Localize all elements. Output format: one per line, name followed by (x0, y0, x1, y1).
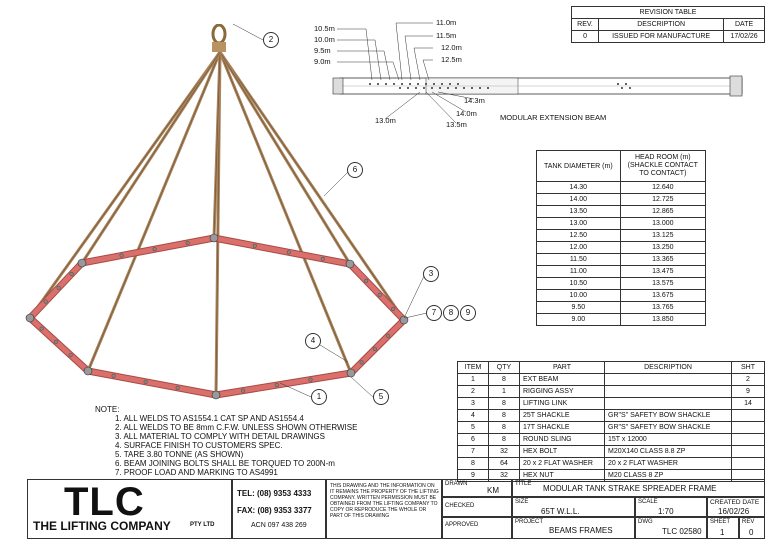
sling-edge (220, 52, 350, 264)
part-description-cell (605, 398, 732, 410)
tank-diameter-cell: 13.50 (537, 206, 621, 218)
ext-beam-face (30, 318, 88, 371)
ext-beam-face (30, 263, 82, 318)
item-header: ITEM (458, 362, 489, 374)
bolt-hole (423, 87, 425, 89)
corner-shackle (400, 316, 408, 324)
sling-edge (82, 52, 220, 263)
created-label: CREATED DATE (710, 499, 760, 506)
tank-diameter-cell: 11.50 (537, 254, 621, 266)
beam-joint (54, 340, 58, 344)
logo-cell (27, 479, 232, 539)
head-room-cell: 13.575 (620, 278, 705, 290)
callout-8: 8 (443, 305, 459, 321)
note-item: 6. BEAM JOINING BOLTS SHALL BE TORQUED TO 200N-m (115, 459, 335, 468)
callout-2: 2 (263, 32, 279, 48)
extension-beam-caption: MODULAR EXTENSION BEAM (500, 113, 607, 122)
part-cell: 20 x 2 FLAT WASHER (520, 458, 605, 470)
beam-joint (112, 374, 116, 378)
tank-diameter-cell: 12.00 (537, 242, 621, 254)
acn: ACN 097 438 269 (251, 522, 307, 529)
part-cell: LIFTING LINK (520, 398, 605, 410)
bolt-hole (455, 87, 457, 89)
part-cell: 17T SHACKLE (520, 422, 605, 434)
bolt-hole (457, 83, 459, 85)
size-cell (512, 497, 635, 517)
head-room-cell: 13.675 (620, 290, 705, 302)
bolt-hole (399, 87, 401, 89)
project-value: BEAMS FRAMES (549, 526, 613, 535)
title-value: MODULAR TANK STRAKE SPREADER FRAME (543, 484, 717, 493)
checked-cell (442, 497, 512, 517)
sht-cell: 14 (732, 398, 765, 410)
item-cell: 5 (458, 422, 489, 434)
company-pty: PTY LTD (190, 522, 215, 528)
qty-header: QTY (489, 362, 520, 374)
headroom-row (537, 302, 706, 314)
extension-label: 11.5m (436, 31, 457, 40)
parts-row (458, 386, 765, 398)
tlc-logo: TLC (64, 480, 145, 524)
ext-beam-face (216, 373, 351, 395)
beam-joint (253, 244, 257, 248)
headroom-row (537, 314, 706, 326)
callout-3: 3 (423, 266, 439, 282)
approved-cell (442, 517, 512, 539)
top-shackle-icon (206, 24, 232, 54)
bolt-hole (417, 83, 419, 85)
label-leader (414, 48, 433, 80)
callout-6: 6 (347, 162, 363, 178)
dwg-cell (635, 517, 707, 539)
note-item: 7. PROOF LOAD AND MARKING TO AS4991 (115, 468, 278, 477)
size-value: 65T W.L.L. (541, 507, 580, 516)
corner-shackle (347, 369, 355, 377)
item-cell: 1 (458, 374, 489, 386)
bolt-hole (449, 83, 451, 85)
bolt-hole (629, 87, 631, 89)
beam-joint (321, 257, 325, 261)
tank-diameter-cell: 13.00 (537, 218, 621, 230)
rev-cell: 0 (572, 31, 599, 43)
description-header: DESCRIPTION (599, 19, 724, 31)
note-item: 1. ALL WELDS TO AS1554.1 CAT SP AND AS1554.4 (115, 414, 304, 423)
beam-joint (360, 361, 364, 365)
extension-label: 9.0m (314, 57, 331, 66)
extension-label: 9.5m (314, 46, 331, 55)
parts-row (458, 446, 765, 458)
bolt-hole (439, 87, 441, 89)
part-description-cell: 20 x 2 FLAT WASHER (605, 458, 732, 470)
extension-label: 12.0m (441, 43, 462, 52)
label-leader (337, 40, 381, 80)
tank-diameter-cell: 14.30 (537, 182, 621, 194)
beam-joint (287, 251, 291, 255)
beam-joint (57, 286, 61, 290)
notes-block (95, 405, 357, 477)
drawn-value: KM (487, 486, 499, 495)
rev-header: REV. (572, 19, 599, 31)
contact-cell (232, 479, 326, 539)
tel: TEL: (08) 9353 4333 (237, 489, 312, 498)
bolt-hole (487, 87, 489, 89)
headroom-row (537, 182, 706, 194)
headroom-row (537, 206, 706, 218)
part-description-cell: GR"S" SAFETY BOW SHACKLE (605, 410, 732, 422)
revision-table (571, 6, 765, 43)
bolt-hole (471, 87, 473, 89)
qty-cell: 8 (489, 398, 520, 410)
bolt-hole (385, 83, 387, 85)
parts-row (458, 422, 765, 434)
ext-beam-face (351, 320, 404, 373)
head-room-cell: 13.250 (620, 242, 705, 254)
ext-beam-face (350, 264, 404, 320)
fax: FAX: (08) 9353 3377 (237, 506, 312, 515)
beam-joint (364, 279, 368, 283)
bolt-hole (407, 87, 409, 89)
label-leader (423, 60, 433, 80)
rev-value: 0 (749, 528, 754, 537)
qty-cell: 32 (489, 446, 520, 458)
date-header: DATE (724, 19, 765, 31)
end-plate (730, 76, 742, 96)
headroom-row (537, 218, 706, 230)
tank-diameter-cell: 9.00 (537, 314, 621, 326)
part-cell: HEX BOLT (520, 446, 605, 458)
part-cell: EXT BEAM (520, 374, 605, 386)
part-cell: ROUND SLING (520, 434, 605, 446)
size-label: SIZE (515, 499, 529, 505)
bolt-hole (409, 83, 411, 85)
callout-7: 7 (426, 305, 442, 321)
round-slings (30, 52, 404, 395)
head-room-cell: 13.765 (620, 302, 705, 314)
head-room-cell: 13.000 (620, 218, 705, 230)
extension-label: 13.5m (446, 120, 467, 129)
beam-joint (153, 247, 157, 251)
sht-cell (732, 458, 765, 470)
qty-cell: 8 (489, 422, 520, 434)
item-cell: 6 (458, 434, 489, 446)
head-room-cell: 12.725 (620, 194, 705, 206)
beam-joint (309, 378, 313, 382)
headroom-row (537, 290, 706, 302)
callout-5: 5 (373, 389, 389, 405)
scale-label: SCALE (638, 499, 658, 505)
tank-diameter-cell: 10.50 (537, 278, 621, 290)
bolt-hole (617, 83, 619, 85)
sht-cell (732, 446, 765, 458)
tank-diameter-header: TANK DIAMETER (m) (537, 151, 621, 182)
extension-label: 13.0m (375, 116, 396, 125)
sht-cell (732, 410, 765, 422)
leader-line (405, 313, 427, 318)
note-item: 3. ALL MATERIAL TO COMPLY WITH DETAIL DRAWINGS (115, 432, 325, 441)
drawn-cell (442, 479, 512, 497)
rev-cell-tb (739, 517, 765, 539)
title-label: TITLE (515, 481, 532, 487)
part-description-header: DESCRIPTION (605, 362, 732, 374)
bolt-hole (401, 83, 403, 85)
notes-title: NOTE: (95, 405, 120, 414)
beam-joint (241, 389, 245, 393)
sheet-label: SHEET (710, 519, 731, 525)
part-header: PART (520, 362, 605, 374)
corner-shackle (210, 234, 218, 242)
end-plate (333, 78, 343, 94)
qty-cell: 32 (489, 470, 520, 482)
leader-line (233, 24, 263, 40)
bolt-hole (621, 87, 623, 89)
title-cell (512, 479, 765, 497)
ext-beam-face (82, 238, 214, 263)
qty-cell: 8 (489, 434, 520, 446)
tank-diameter-cell: 14.00 (537, 194, 621, 206)
head-room-cell: 13.365 (620, 254, 705, 266)
extension-label: 12.5m (441, 55, 462, 64)
part-cell: HEX NUT (520, 470, 605, 482)
note-item: 2. ALL WELDS TO BE 8mm C.F.W. UNLESS SHOWN OTHERWISE (115, 423, 358, 432)
leader-line (404, 276, 424, 318)
extension-label: 10.0m (314, 35, 335, 44)
bolt-hole (369, 83, 371, 85)
corner-shackle (78, 259, 86, 267)
extension-label: 10.5m (314, 24, 335, 33)
bolt-hole (479, 87, 481, 89)
bolt-hole (425, 83, 427, 85)
sheet-value: 1 (720, 528, 725, 537)
bolt-hole (431, 87, 433, 89)
dwg-label: DWG (638, 519, 653, 525)
description-cell: ISSUED FOR MANUFACTURE (599, 31, 724, 43)
revision-table-title: REVISION TABLE (572, 7, 765, 19)
company-name: THE LIFTING COMPANY (33, 519, 171, 533)
head-room-cell: 12.865 (620, 206, 705, 218)
bolt-hole (393, 83, 395, 85)
headroom-row (537, 278, 706, 290)
scale-value: 1:70 (658, 507, 674, 516)
ext-beam-face (88, 371, 216, 395)
project-cell (512, 517, 635, 539)
label-leader (337, 62, 399, 80)
note-item: 5. TARE 3.80 TONNE (AS SHOWN) (115, 450, 244, 459)
head-room-cell: 12.640 (620, 182, 705, 194)
checked-label: CHECKED (445, 503, 475, 509)
part-cell: 25T SHACKLE (520, 410, 605, 422)
beam-joint (386, 334, 390, 338)
dwg-value: TLC 02580 (662, 527, 702, 536)
callout-4: 4 (305, 333, 321, 349)
corner-shackle (212, 391, 220, 399)
part-description-cell: GR"S" SAFETY BOW SHACKLE (605, 422, 732, 434)
item-cell: 9 (458, 470, 489, 482)
sht-header: SHT (732, 362, 765, 374)
head-room-cell: 13.475 (620, 266, 705, 278)
beam-joint (40, 327, 44, 331)
parts-row (458, 434, 765, 446)
bolt-hole (415, 87, 417, 89)
part-description-cell (605, 386, 732, 398)
scale-cell (635, 497, 707, 517)
sht-cell: 9 (732, 386, 765, 398)
bolt-hole (447, 87, 449, 89)
beam-joint (373, 347, 377, 351)
part-description-cell: M20 CLASS 8 ZP (605, 470, 732, 482)
beam-joint (70, 272, 74, 276)
label-leader (337, 51, 390, 80)
corner-shackle (84, 367, 92, 375)
headroom-row (537, 194, 706, 206)
part-description-cell: 15T x 12000 (605, 434, 732, 446)
ext-beam-face (214, 238, 350, 264)
label-leader (337, 29, 372, 80)
extension-label: 14.3m (464, 96, 485, 105)
date-cell: 17/02/26 (724, 31, 765, 43)
note-item: 4. SURFACE FINISH TO CUSTOMERS SPEC. (115, 441, 283, 450)
bolt-hole (463, 87, 465, 89)
rev-label: REV (742, 519, 755, 525)
extension-label: 14.0m (456, 109, 477, 118)
item-cell: 3 (458, 398, 489, 410)
parts-row (458, 374, 765, 386)
corner-shackle (26, 314, 34, 322)
tank-diameter-cell: 12.50 (537, 230, 621, 242)
bolt-hole (377, 83, 379, 85)
parts-row (458, 398, 765, 410)
headroom-row (537, 266, 706, 278)
item-cell: 4 (458, 410, 489, 422)
label-leader (385, 92, 420, 119)
created-cell (707, 497, 765, 517)
headroom-table (536, 150, 706, 326)
beam-joint (186, 241, 190, 245)
beam-joint (275, 383, 279, 387)
beam-joint (69, 353, 73, 357)
tank-diameter-cell: 11.00 (537, 266, 621, 278)
drawn-label: DRAWN (445, 481, 468, 487)
headroom-row (537, 242, 706, 254)
beam-joint (176, 386, 180, 390)
head-room-header: HEAD ROOM (m) (SHACKLE CONTACT TO CONTACT) (620, 151, 705, 182)
sheet-cell (707, 517, 739, 539)
beam-joint (44, 300, 48, 304)
item-cell: 2 (458, 386, 489, 398)
project-label: PROJECT (515, 519, 544, 525)
beam-joint (144, 380, 148, 384)
parts-row (458, 410, 765, 422)
sht-cell: 2 (732, 374, 765, 386)
leader-line (324, 172, 348, 196)
leader-line (351, 377, 374, 398)
parts-table (457, 361, 765, 482)
sht-cell (732, 422, 765, 434)
bolt-hole (625, 83, 627, 85)
disclaimer-cell (326, 479, 442, 539)
headroom-row (537, 230, 706, 242)
item-cell: 8 (458, 458, 489, 470)
callout-1: 1 (311, 389, 327, 405)
part-description-cell (605, 374, 732, 386)
qty-cell: 1 (489, 386, 520, 398)
callout-9: 9 (460, 305, 476, 321)
qty-cell: 8 (489, 410, 520, 422)
bolt-hole (441, 83, 443, 85)
tank-diameter-cell: 10.00 (537, 290, 621, 302)
tank-diameter-cell: 9.50 (537, 302, 621, 314)
bolt-hole (433, 83, 435, 85)
headroom-row (537, 254, 706, 266)
part-cell: RIGGING ASSY (520, 386, 605, 398)
label-leader (426, 92, 456, 123)
approved-label: APPROVED (445, 522, 479, 528)
disclaimer: THIS DRAWING AND THE INFORMATION ON IT REMAINS THE PROPERTY OF THE LIFTING COMPANY. WRITTEN PERMISSION MUST BE OBTAINED FROM THE LIFTING COMPANY TO COPY OR REPRODUCE THE WHOLE OR PART OF THIS DRAWING (330, 483, 439, 519)
qty-cell: 8 (489, 374, 520, 386)
sht-cell (732, 434, 765, 446)
extension-label: 11.0m (436, 18, 457, 27)
item-cell: 7 (458, 446, 489, 458)
beam-joint (391, 307, 395, 311)
head-room-cell: 13.125 (620, 230, 705, 242)
corner-shackle (346, 260, 354, 268)
part-description-cell: M20X140 CLASS 8.8 ZP (605, 446, 732, 458)
head-room-cell: 13.850 (620, 314, 705, 326)
created-value: 16/02/26 (718, 507, 750, 516)
qty-cell: 64 (489, 458, 520, 470)
parts-row (458, 458, 765, 470)
beam-joint (120, 254, 124, 258)
beam-joint (378, 293, 382, 297)
